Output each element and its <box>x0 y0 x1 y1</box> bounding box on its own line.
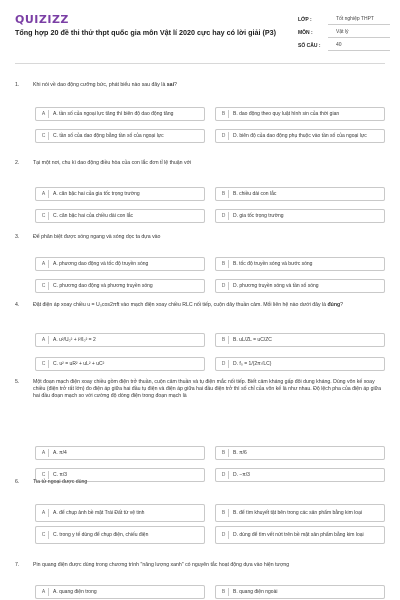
question-text-main: Tia tử ngoại được dùng <box>33 479 88 485</box>
option-letter: D <box>219 212 229 220</box>
question-number: 3. <box>15 234 20 240</box>
question-text <box>33 234 385 241</box>
meta-label-class: LỚP : <box>298 16 312 23</box>
option-letter: C <box>39 531 49 539</box>
question-4 <box>15 302 385 367</box>
option-text: D. biên độ của dao động phụ thuộc vào tần số của ngoại lực <box>233 133 367 139</box>
question-text <box>33 562 385 569</box>
option-text: B. tốc độ truyền sóng và bước sóng <box>233 261 313 267</box>
option-text: D. phương truyền sóng và tần số sóng <box>233 283 319 289</box>
option-b[interactable] <box>215 107 385 121</box>
option-text: A. u²/U₀² + i²/I₀² = 2 <box>53 337 96 343</box>
option-c[interactable] <box>35 279 205 293</box>
option-letter: C <box>39 132 49 140</box>
option-a[interactable] <box>35 187 205 201</box>
question-7 <box>15 562 385 595</box>
option-a[interactable] <box>35 333 205 347</box>
option-letter: A <box>39 110 49 118</box>
meta-value-count: 40 <box>328 41 390 51</box>
question-text-tail: ? <box>174 82 177 88</box>
option-text: A. phương dao động và tốc độ truyền sóng <box>53 261 149 267</box>
option-text: B. dao động theo quy luật hình sin của thời gian <box>233 111 340 117</box>
meta-label-count: SỐ CÂU : <box>298 42 321 49</box>
question-header <box>15 82 385 89</box>
option-b[interactable] <box>215 333 385 347</box>
question-text-main: Để phân biệt được sóng ngang và sóng dọc ta dựa vào <box>33 234 161 240</box>
meta-label-subject: MÔN : <box>298 29 313 36</box>
option-text: B. để tìm khuyết tật bên trong các sản phẩm bằng kim loại <box>233 510 362 516</box>
option-b[interactable] <box>215 446 385 460</box>
option-text: A. căn bậc hai của gia tốc trọng trường <box>53 191 140 197</box>
option-letter: D <box>219 471 229 479</box>
option-text: C. trong y tế dùng để chụp điện, chiếu điện <box>53 532 149 538</box>
question-text-main: Pin quang điện được dùng trong chương trình "năng lượng xanh" có nguyên tắc hoạt động dựa vào hiện tượng <box>33 562 290 568</box>
option-letter: D <box>219 132 229 140</box>
option-b[interactable] <box>215 504 385 522</box>
question-text-main: Tại một nơi, chu kì dao động điều hòa của con lắc đơn tỉ lệ thuận với <box>33 160 192 166</box>
question-header <box>15 562 385 569</box>
option-text: B. quang điện ngoài <box>233 589 278 595</box>
option-text: A. quang điện trong <box>53 589 97 595</box>
option-text: A. để chụp ảnh bề mặt Trái Đất từ vệ tinh <box>53 510 145 516</box>
option-text: B. chiều dài con lắc <box>233 191 277 197</box>
meta-value-class: Tốt nghiệp THPT <box>328 15 390 25</box>
option-a[interactable] <box>35 504 205 522</box>
question-number: 7. <box>15 562 20 568</box>
option-text: B. π/6 <box>233 450 247 456</box>
option-d[interactable] <box>215 526 385 544</box>
question-number: 1. <box>15 82 20 88</box>
question-number: 2. <box>15 160 20 166</box>
question-header <box>15 234 385 241</box>
option-a[interactable] <box>35 585 205 599</box>
option-letter: C <box>39 282 49 290</box>
question-header <box>15 479 385 486</box>
question-text <box>33 302 385 309</box>
question-2 <box>15 160 385 219</box>
question-text-tail: ? <box>340 302 344 308</box>
question-header <box>15 302 385 309</box>
option-letter: B <box>219 588 229 596</box>
option-b[interactable] <box>215 187 385 201</box>
option-letter: A <box>39 336 49 344</box>
question-3 <box>15 234 385 289</box>
question-5 <box>15 379 385 478</box>
option-text: A. π/4 <box>53 450 67 456</box>
option-d[interactable] <box>215 129 385 143</box>
option-letter: D <box>219 531 229 539</box>
question-header <box>15 160 385 167</box>
option-a[interactable] <box>35 257 205 271</box>
option-b[interactable] <box>215 257 385 271</box>
option-d[interactable] <box>215 209 385 223</box>
question-text <box>33 82 385 89</box>
question-number: 5. <box>15 379 20 385</box>
question-text-emphasis: sai <box>166 82 175 88</box>
option-c[interactable] <box>35 129 205 143</box>
option-letter: C <box>39 471 49 479</box>
option-letter: B <box>219 336 229 344</box>
option-letter: C <box>39 212 49 220</box>
option-a[interactable] <box>35 446 205 460</box>
question-text-emphasis: đúng <box>327 302 341 308</box>
option-text: A. tần số của ngoại lực tăng thì biên độ dao động tăng <box>53 111 174 117</box>
option-text: D. dùng để tìm vết nứt trên bề mặt sản phẩm bằng kim loại <box>233 532 364 538</box>
option-c[interactable] <box>35 209 205 223</box>
question-text <box>33 479 385 486</box>
option-text: B. uL/ZL = uC/ZC <box>233 337 272 343</box>
question-text-main: Khi nói về dao động cưỡng bức, phát biểu nào sau đây là <box>33 82 167 88</box>
meta-value-subject: Vật lý <box>328 28 390 38</box>
option-b[interactable] <box>215 585 385 599</box>
option-text: C. π/3 <box>53 472 68 478</box>
option-text: D. −π/3 <box>233 472 250 478</box>
option-letter: B <box>219 509 229 517</box>
option-text: C. căn bậc hai của chiều dài con lắc <box>53 213 134 219</box>
option-letter: A <box>39 509 49 517</box>
document-title: Tổng hợp 20 đề thi thử thpt quốc gia môn Vật lí 2020 cực hay có lời giải (P3) <box>15 28 277 37</box>
question-number: 6. <box>15 479 20 485</box>
option-letter: D <box>219 282 229 290</box>
option-letter: B <box>219 260 229 268</box>
header-divider <box>15 63 385 64</box>
option-text: D. f₀ = 1/(2π√LC) <box>233 361 272 367</box>
option-letter: B <box>219 449 229 457</box>
option-a[interactable] <box>35 107 205 121</box>
option-text: C. tần số của dao động bằng tần số của ngoại lực <box>53 133 164 139</box>
option-c[interactable] <box>35 357 205 371</box>
option-letter: A <box>39 190 49 198</box>
option-text: C. phương dao động và phương truyền sóng <box>53 283 153 289</box>
option-letter: C <box>39 360 49 368</box>
quizizz-logo: QUIZIZZ <box>15 13 69 26</box>
option-letter: A <box>39 260 49 268</box>
option-d[interactable] <box>215 279 385 293</box>
question-text <box>33 379 385 400</box>
question-text <box>33 160 385 167</box>
meta-row-subject <box>298 26 390 39</box>
question-number: 4. <box>15 302 20 308</box>
meta-info <box>298 13 390 52</box>
option-c[interactable] <box>35 526 205 544</box>
meta-row-count <box>298 39 390 52</box>
option-text: C. u² = uR² + uL² + uC² <box>53 361 105 367</box>
option-letter: A <box>39 588 49 596</box>
question-header <box>15 379 385 400</box>
option-d[interactable] <box>215 357 385 371</box>
option-letter: B <box>219 110 229 118</box>
question-text-main: Một đoạn mạch điện xoay chiều gồm điện trở thuần, cuộn cảm thuần và tụ điện mắc nối tiếp. Biết cảm kháng gấp đôi dung kháng. Dùng vôn kế xoay chiều (điện trở rất lớn) đo điện áp giữa hai đầu tụ điện và điện áp giữa hai đầu điện trở thì số chỉ của vôn kế là như nhau. Độ lệch pha của điện áp giữa hai đầu đoạn mạch so với cường độ dòng điện trong đoạn mạch là <box>33 379 381 399</box>
question-1 <box>15 82 385 139</box>
option-letter: D <box>219 360 229 368</box>
meta-row-class <box>298 13 390 26</box>
question-text-main: Đặt điện áp xoay chiều u = U₀cos2πft vào mạch điện xoay chiều RLC nối tiếp, cuộn dây thuần cảm. Mối liên hệ nào dưới đây là <box>33 302 328 308</box>
option-text: D. gia tốc trọng trường <box>233 213 284 219</box>
option-letter: B <box>219 190 229 198</box>
option-letter: A <box>39 449 49 457</box>
question-6 <box>15 479 385 538</box>
